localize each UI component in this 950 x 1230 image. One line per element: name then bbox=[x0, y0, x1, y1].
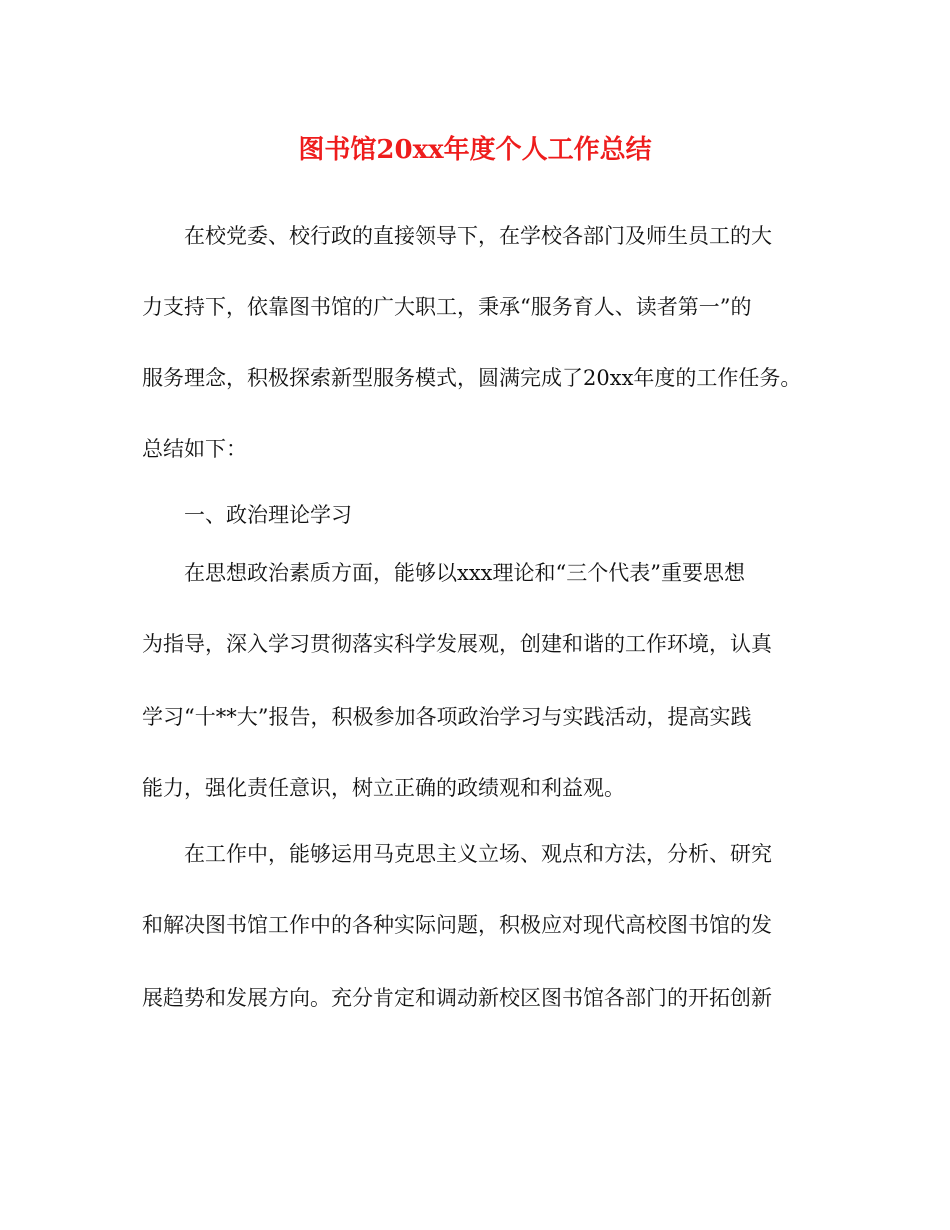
paragraph-3-line-1: 在工作中，能够运用马克思主义立场、观点和方法，分析、研究 bbox=[184, 842, 772, 866]
paragraph-2-line-4: 能力，强化责任意识，树立正确的政绩观和利益观。 bbox=[142, 776, 625, 800]
paragraph-3-line-2: 和解决图书馆工作中的各种实际问题，积极应对现代高校图书馆的发 bbox=[142, 913, 772, 937]
paragraph-1-line-2: 力支持下，依靠图书馆的广大职工，秉承“服务育人、读者第一”的 bbox=[142, 295, 752, 319]
paragraph-3-line-3: 展趋势和发展方向。充分肯定和调动新校区图书馆各部门的开拓创新 bbox=[142, 986, 772, 1010]
section-heading-political-study: 一、政治理论学习 bbox=[184, 503, 352, 527]
paragraph-2-line-1: 在思想政治素质方面，能够以xxx理论和“三个代表”重要思想 bbox=[184, 561, 745, 585]
document-title: 图书馆20xx年度个人工作总结 bbox=[298, 135, 652, 165]
paragraph-2-line-3: 学习“十**大”报告，积极参加各项政治学习与实践活动，提高实践 bbox=[142, 705, 752, 729]
paragraph-2-line-2: 为指导，深入学习贯彻落实科学发展观，创建和谐的工作环境，认真 bbox=[142, 632, 772, 656]
paragraph-1-line-1: 在校党委、校行政的直接领导下，在学校各部门及师生员工的大 bbox=[184, 224, 772, 248]
paragraph-1-line-3: 服务理念，积极探索新型服务模式，圆满完成了20xx年度的工作任务。 bbox=[142, 366, 802, 390]
paragraph-1-line-4: 总结如下： bbox=[142, 437, 247, 461]
